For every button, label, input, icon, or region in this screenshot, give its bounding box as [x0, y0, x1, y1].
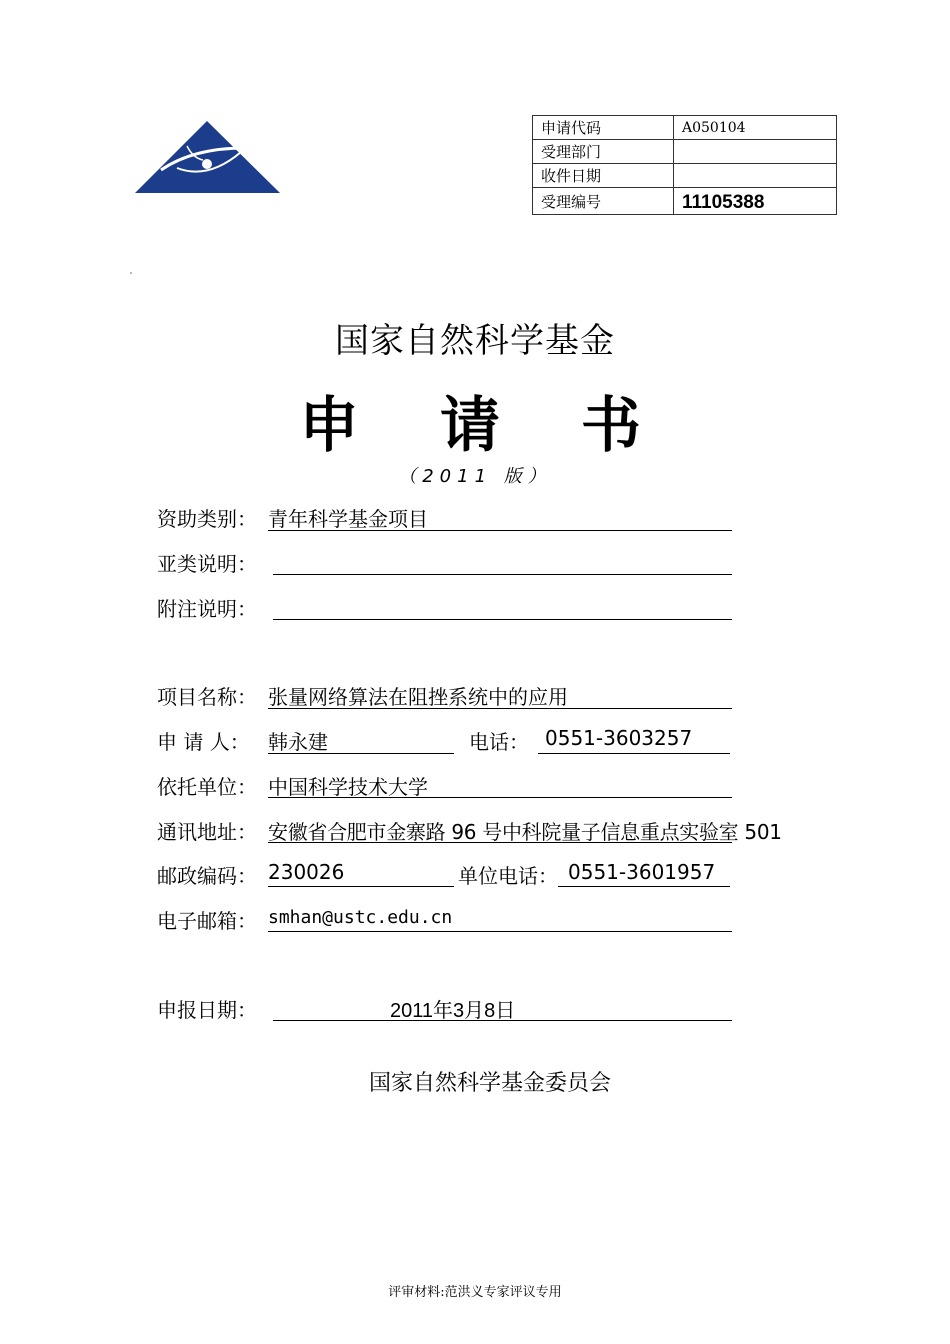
receipt-row-number [533, 188, 837, 215]
receipt-row-date [533, 164, 837, 188]
postcode-value: 230026 [268, 860, 345, 884]
phone-value: 0551-3603257 [545, 726, 693, 750]
receipt-label: 受理部门 [533, 140, 674, 164]
applicant-value: 韩永建 [268, 730, 328, 754]
unit-phone-label: 单位电话： [458, 864, 558, 888]
underline [268, 708, 732, 709]
underline [268, 753, 454, 754]
underline [268, 886, 454, 887]
underline [273, 619, 732, 620]
receipt-value: 11105388 [674, 188, 837, 215]
receipt-label: 申请代码 [533, 116, 674, 140]
funding-category-value: 青年科学基金项目 [268, 507, 428, 531]
receipt-value [674, 140, 837, 164]
subcategory-label: 亚类说明： [157, 552, 257, 576]
receipt-value [674, 164, 837, 188]
underline [268, 931, 732, 932]
applicant-label: 申 请 人： [157, 730, 250, 754]
address-label: 通讯地址： [157, 820, 257, 844]
committee-name: 国家自然科学基金委员会 [368, 1071, 611, 1096]
underline [558, 886, 730, 887]
edition-label: （2011 版） [398, 466, 552, 487]
phone-label: 电话： [469, 730, 529, 754]
nsfc-logo [133, 118, 281, 196]
underline [538, 753, 730, 754]
review-watermark: 评审材料:范洪义专家评议专用 [388, 1285, 562, 1300]
institution-value: 中国科学技术大学 [268, 775, 428, 799]
speck [130, 272, 132, 274]
institution-label: 依托单位： [157, 775, 257, 799]
unit-phone-value: 0551-3601957 [568, 860, 716, 884]
date-label: 申报日期： [157, 998, 257, 1022]
date-value: 2011年3月8日 [390, 1000, 516, 1022]
funding-category-label: 资助类别： [157, 507, 257, 531]
receipt-label: 收件日期 [533, 164, 674, 188]
receipt-row-code [533, 116, 837, 140]
receipt-row-dept [533, 140, 837, 164]
underline [273, 1020, 732, 1021]
address-value: 安徽省合肥市金寨路 96 号中科院量子信息重点实验室 501 [268, 820, 782, 844]
receipt-table [532, 115, 837, 215]
project-name-label: 项目名称： [157, 685, 257, 709]
underline [268, 530, 732, 531]
underline [273, 574, 732, 575]
receipt-value: A050104 [674, 116, 837, 140]
receipt-label: 受理编号 [533, 188, 674, 215]
email-label: 电子邮箱： [157, 909, 257, 933]
email-value: smhan@ustc.edu.cn [268, 907, 453, 928]
underline [268, 797, 732, 798]
underline [268, 842, 732, 843]
project-name-value: 张量网络算法在阻挫系统中的应用 [268, 685, 568, 709]
postcode-label: 邮政编码： [157, 864, 257, 888]
note-label: 附注说明： [157, 597, 257, 621]
org-title: 国家自然科学基金 [335, 321, 615, 361]
doc-title: 申 请 书 [299, 391, 671, 461]
